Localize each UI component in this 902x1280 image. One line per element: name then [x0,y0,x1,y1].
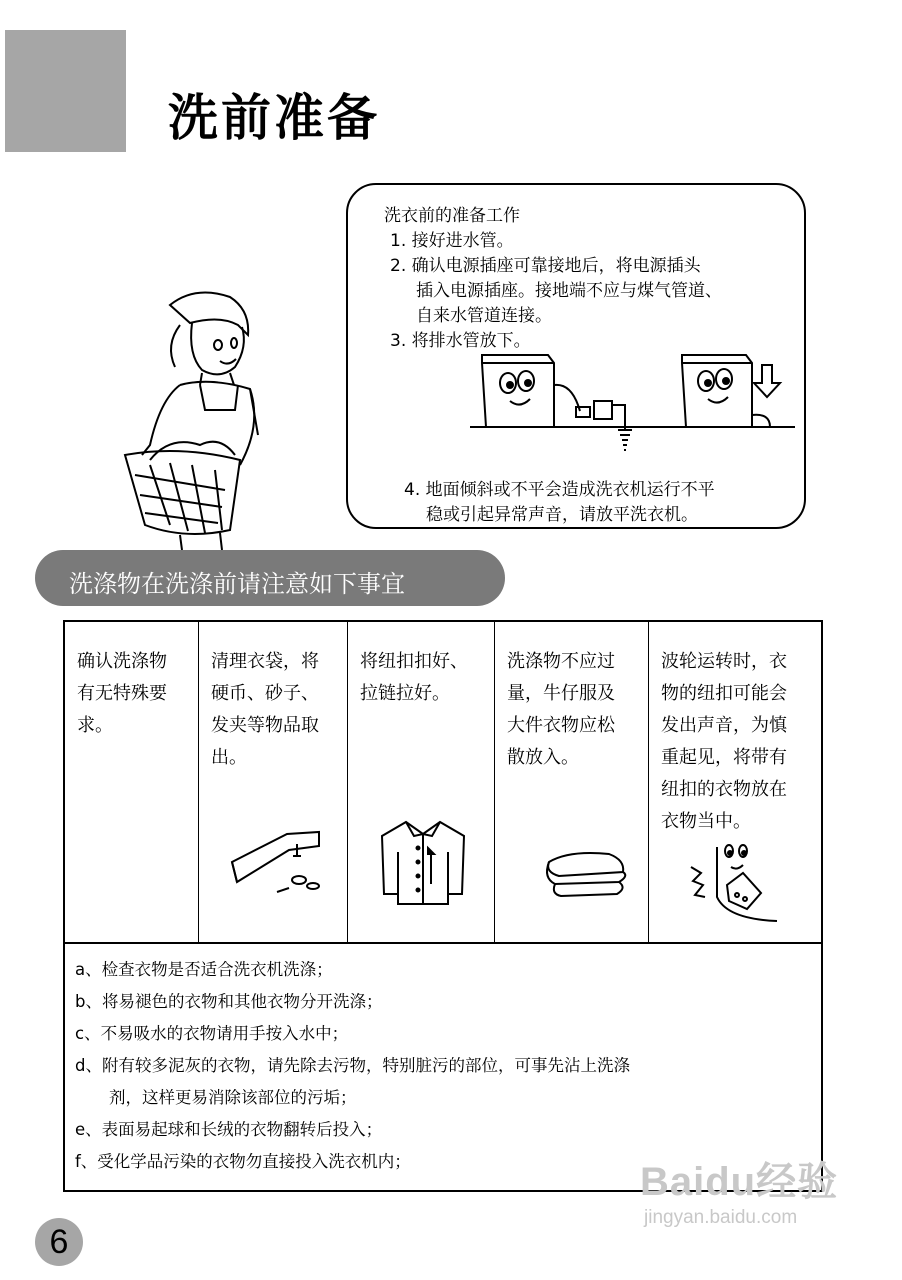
page-title: 洗前准备 [168,89,380,147]
precaution-columns [65,622,821,944]
column-1-line-2: 有无特殊要 [77,683,167,704]
notes-table [63,620,823,1192]
column-5-line-1: 波轮运转时，衣 [661,651,787,672]
pocket-coins-icon [227,822,327,902]
prep-step-3: 3. 将排水管放下。 [390,331,531,351]
precaution-column-5 [648,622,821,942]
column-3-line-2: 拉链拉好。 [360,683,450,704]
column-2-line-1: 清理衣袋，将 [211,651,319,672]
header-gray-block [5,30,126,152]
watermark-brand: Baidu经验 [640,1160,839,1204]
note-e: e、表面易起球和长绒的衣物翻转后投入； [75,1120,383,1139]
tub-with-buttoned-clothes-icon [687,837,787,927]
prep-step-4-line-2: 稳或引起异常声音，请放平洗衣机。 [426,505,698,525]
precaution-column-4 [494,622,648,942]
column-4-line-2: 量，牛仔服及 [507,683,615,704]
column-4-line-1: 洗涤物不应过 [507,651,615,672]
column-5-line-5: 纽扣的衣物放在 [661,779,787,800]
column-5-line-4: 重起见，将带有 [661,747,787,768]
column-2-line-4: 出。 [211,747,247,768]
prep-step-1: 1. 接好进水管。 [390,231,514,251]
prep-step-2-line-3: 自来水管道连接。 [416,306,552,326]
section-banner [35,550,505,606]
washing-machines-illustration [470,335,800,470]
prep-step-2-line-1: 2. 确认电源插座可靠接地后，将电源插头 [390,256,701,276]
watermark-url: jingyan.baidu.com [644,1207,798,1228]
column-2-line-2: 硬币、砂子、 [211,683,319,704]
note-c: c、不易吸水的衣物请用手按入水中； [75,1024,349,1043]
note-b: b、将易褪色的衣物和其他衣物分开洗涤； [75,992,383,1011]
precaution-list [75,954,630,1178]
column-4-line-3: 大件衣物应松 [507,715,615,736]
folded-clothes-icon [539,842,629,902]
column-1-line-1: 确认洗涤物 [77,651,167,672]
precaution-column-3 [347,622,494,942]
column-5-line-6: 衣物当中。 [661,811,751,832]
column-3-line-1: 将纽扣扣好、 [360,651,468,672]
column-5-line-2: 物的纽扣可能会 [661,683,787,704]
buttoned-shirt-icon [376,814,471,909]
note-d-line-1: d、附有较多泥灰的衣物，请先除去污物，特别脏污的部位，可事先沾上洗涤 [75,1056,630,1075]
section-title: 洗涤物在洗涤前请注意如下事宜 [69,570,405,598]
column-4-line-4: 散放入。 [507,747,579,768]
column-2-line-3: 发夹等物品取 [211,715,319,736]
page-number: 6 [35,1218,83,1266]
prep-step-4-line-1: 4. 地面倾斜或不平会造成洗衣机运行不平 [404,480,715,500]
baidu-watermark [640,1150,838,1229]
prep-step-2-line-2: 插入电源插座。接地端不应与煤气管道、 [416,281,722,301]
woman-with-basket-illustration [110,285,270,550]
column-1-line-3: 求。 [77,715,113,736]
precaution-column-1 [65,622,198,942]
precaution-column-2 [198,622,347,942]
note-d-line-2: 剂，这样更易消除该部位的污垢； [109,1088,357,1107]
note-f: f、受化学品污染的衣物勿直接投入洗衣机内； [75,1152,411,1171]
prep-heading: 洗衣前的准备工作 [384,206,520,226]
column-5-line-3: 发出声音，为慎 [661,715,787,736]
note-a: a、检查衣物是否适合洗衣机洗涤； [75,960,333,979]
